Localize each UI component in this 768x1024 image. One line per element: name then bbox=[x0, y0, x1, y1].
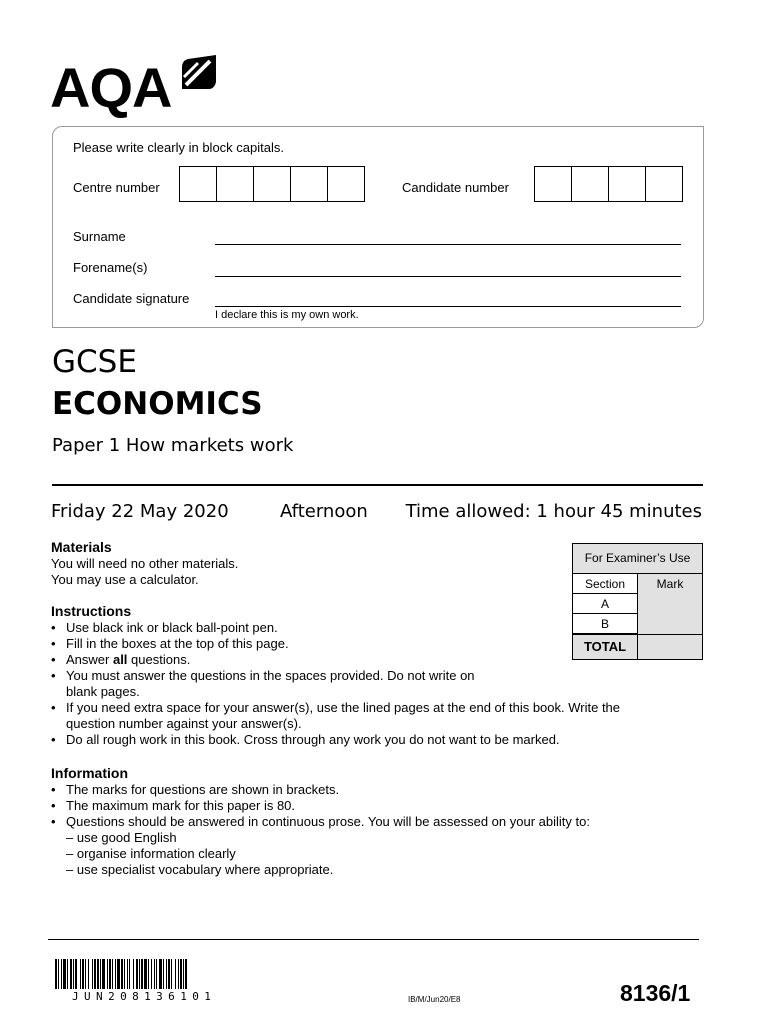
instruction-text: Answer bbox=[66, 652, 113, 667]
section-cell: B bbox=[573, 614, 638, 634]
paper-code: 8136/1 bbox=[620, 980, 691, 1006]
instruction-item: • Fill in the boxes at the top of this page. bbox=[51, 636, 620, 652]
forename-field[interactable] bbox=[215, 276, 681, 277]
time-allowed: Time allowed: 1 hour 45 minutes bbox=[405, 501, 702, 522]
candidate-number-label: Candidate number bbox=[402, 180, 509, 195]
barcode bbox=[55, 959, 190, 989]
candidate-number-boxes[interactable] bbox=[534, 166, 683, 202]
instruction-item bbox=[51, 652, 620, 668]
total-mark-cell bbox=[638, 635, 702, 659]
information-subitem: – use specialist vocabulary where appropriate. bbox=[66, 862, 334, 877]
candidate-number-digit-box[interactable] bbox=[646, 167, 682, 201]
examiner-table-header-row bbox=[573, 574, 702, 594]
information-list bbox=[51, 782, 590, 830]
examiner-table-row bbox=[573, 614, 702, 634]
examiner-use-table bbox=[572, 543, 703, 660]
materials-section bbox=[51, 539, 238, 588]
information-subitem: – organise information clearly bbox=[66, 846, 236, 861]
surname-label: Surname bbox=[73, 229, 126, 244]
instruction-item bbox=[51, 700, 620, 732]
information-item: • Questions should be answered in continuous prose. You will be assessed on your ability to: bbox=[51, 814, 590, 830]
title-divider bbox=[52, 484, 703, 486]
information-item: • The maximum mark for this paper is 80. bbox=[51, 798, 590, 814]
instruction-item: • Do all rough work in this book. Cross through any work you do not want to be marked. bbox=[51, 732, 620, 748]
information-section bbox=[51, 765, 590, 878]
materials-line: You will need no other materials. bbox=[51, 556, 239, 571]
footer-divider bbox=[48, 939, 699, 940]
exam-session: Afternoon bbox=[280, 501, 368, 522]
examiner-table-total-row bbox=[573, 634, 702, 659]
section-column-header: Section bbox=[573, 574, 638, 594]
centre-number-boxes[interactable] bbox=[179, 166, 365, 202]
instruction-text: • You must answer the questions in the spaces provided. Do not write on bbox=[66, 668, 475, 683]
instructions-heading: Instructions bbox=[51, 603, 132, 619]
materials-heading: Materials bbox=[51, 539, 112, 555]
signature-field[interactable] bbox=[215, 306, 681, 307]
materials-line: You may use a calculator. bbox=[51, 572, 199, 587]
signature-label: Candidate signature bbox=[73, 291, 190, 306]
aqa-leaf-icon bbox=[182, 55, 216, 89]
aqa-logo-text: AQA bbox=[50, 56, 172, 119]
instructions-list bbox=[51, 620, 620, 748]
instruction-text: questions. bbox=[127, 652, 191, 667]
qualification-title: GCSE bbox=[52, 344, 137, 380]
candidate-number-digit-box[interactable] bbox=[609, 167, 646, 201]
examiner-table-title: For Examiner’s Use bbox=[573, 544, 702, 574]
information-subitem: – use good English bbox=[66, 830, 177, 845]
barcode-bar bbox=[187, 959, 190, 989]
examiner-table-row bbox=[573, 594, 702, 614]
document-reference: IB/M/Jun20/E8 bbox=[408, 995, 461, 1004]
mark-cell bbox=[638, 614, 702, 634]
mark-column-header: Mark bbox=[656, 577, 684, 591]
block-capitals-instruction: Please write clearly in block capitals. bbox=[73, 140, 284, 155]
instruction-text: blank pages. bbox=[66, 684, 140, 699]
candidate-number-digit-box[interactable] bbox=[572, 167, 609, 201]
information-item: • The marks for questions are shown in brackets. bbox=[51, 782, 590, 798]
exam-date: Friday 22 May 2020 bbox=[51, 501, 229, 522]
forename-label: Forename(s) bbox=[73, 260, 148, 275]
centre-number-digit-box[interactable] bbox=[254, 167, 291, 201]
instruction-item: • Use black ink or black ball-point pen. bbox=[51, 620, 620, 636]
surname-field[interactable] bbox=[215, 244, 681, 245]
information-heading: Information bbox=[51, 765, 128, 781]
centre-number-label: Centre number bbox=[73, 180, 160, 195]
instruction-text: • If you need extra space for your answer(s), use the lined pages at the end of this book. Write the bbox=[66, 700, 621, 715]
centre-number-digit-box[interactable] bbox=[217, 167, 254, 201]
instruction-item bbox=[51, 668, 620, 700]
paper-title: Paper 1 How markets work bbox=[52, 435, 294, 456]
centre-number-digit-box[interactable] bbox=[328, 167, 364, 201]
section-cell: A bbox=[573, 594, 638, 614]
instruction-emphasis: all bbox=[112, 652, 128, 667]
mark-cell bbox=[638, 594, 702, 614]
barcode-text: JUN208136101 bbox=[72, 990, 217, 1003]
instruction-text: question number against your answer(s). bbox=[66, 716, 302, 731]
total-label: TOTAL bbox=[573, 635, 638, 659]
subject-title: ECONOMICS bbox=[52, 386, 263, 422]
centre-number-digit-box[interactable] bbox=[180, 167, 217, 201]
centre-number-digit-box[interactable] bbox=[291, 167, 328, 201]
candidate-number-digit-box[interactable] bbox=[535, 167, 572, 201]
declaration-text: I declare this is my own work. bbox=[215, 309, 359, 321]
instructions-section bbox=[51, 603, 620, 748]
